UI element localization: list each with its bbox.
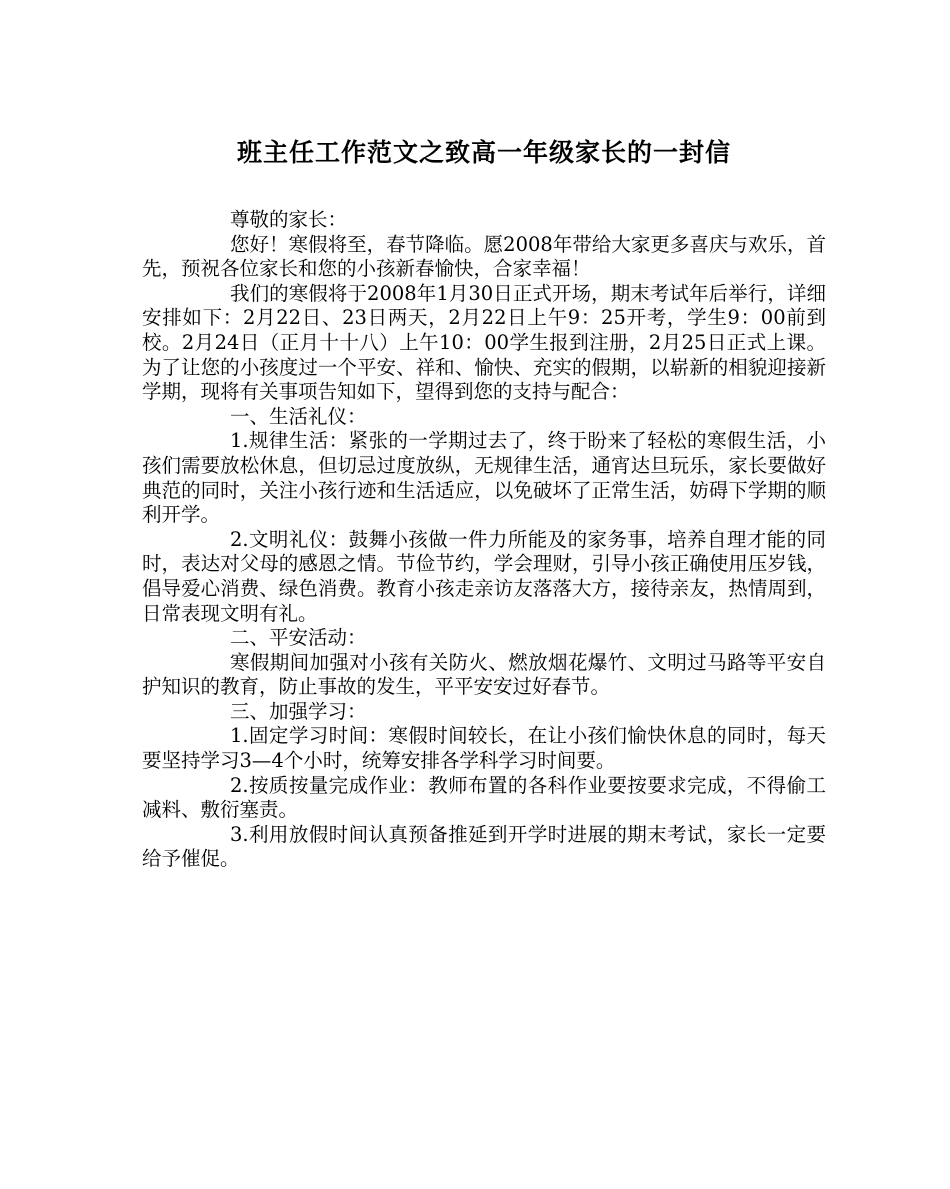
item-regular-life: 1.规律生活：紧张的一学期过去了，终于盼来了轻松的寒假生活，小孩们需要放松休息，但切忌过度放纵，无规律生活，通宵达旦玩乐，家长要做好典范的同时，关注小孩行迹和生活适应，以免破坏了正常生活，妨碍下学期的顺利开学。 bbox=[142, 429, 826, 527]
safety-paragraph: 寒假期间加强对小孩有关防火、燃放烟花爆竹、文明过马路等平安自护知识的教育，防止事故的发生，平平安安过好春节。 bbox=[142, 650, 826, 699]
item-exam-prep: 3.利用放假时间认真预备推延到开学时进展的期末考试，家长一定要给予催促。 bbox=[142, 822, 826, 871]
greeting-paragraph: 您好！寒假将至，春节降临。愿2008年带给大家更多喜庆与欢乐，首先，预祝各位家长和您的小孩新春愉快，合家幸福！ bbox=[142, 232, 826, 281]
document-body bbox=[142, 208, 826, 872]
item-homework: 2.按质按量完成作业：教师布置的各科作业要按要求完成，不得偷工减料、敷衍塞责。 bbox=[142, 773, 826, 822]
schedule-paragraph: 我们的寒假将于2008年1月30日正式开场，期末考试年后举行，详细安排如下：2月22日、23日两天，2月22日上午9：25开考，学生9：00前到校。2月24日（正月十十八）上午10：00学生报到注册，2月25日正式上课。为了让您的小孩度过一个平安、祥和、愉快、充实的假期，以崭新的相貌迎接新学期，现将有关事项告知如下，望得到您的支持与配合： bbox=[142, 281, 826, 404]
item-civil-etiquette: 2.文明礼仪：鼓舞小孩做一件力所能及的家务事，培养自理才能的同时，表达对父母的感恩之情。节俭节约，学会理财，引导小孩正确使用压岁钱，倡导爱心消费、绿色消费。教育小孩走亲访友落落大方，接待亲友，热情周到，日常表现文明有礼。 bbox=[142, 527, 826, 625]
document-title: 班主任工作范文之致高一年级家长的一封信 bbox=[236, 138, 731, 167]
salutation: 尊敬的家长： bbox=[230, 208, 348, 231]
item-study-time: 1.固定学习时间：寒假时间较长，在让小孩们愉快休息的同时，每天要坚持学习3—4个小时，统筹安排各学科学习时间要。 bbox=[142, 724, 826, 773]
section-heading-safety: 二、平安活动： bbox=[230, 626, 367, 650]
section-heading-life-etiquette: 一、生活礼仪： bbox=[230, 404, 367, 428]
section-heading-study: 三、加强学习： bbox=[230, 699, 367, 723]
